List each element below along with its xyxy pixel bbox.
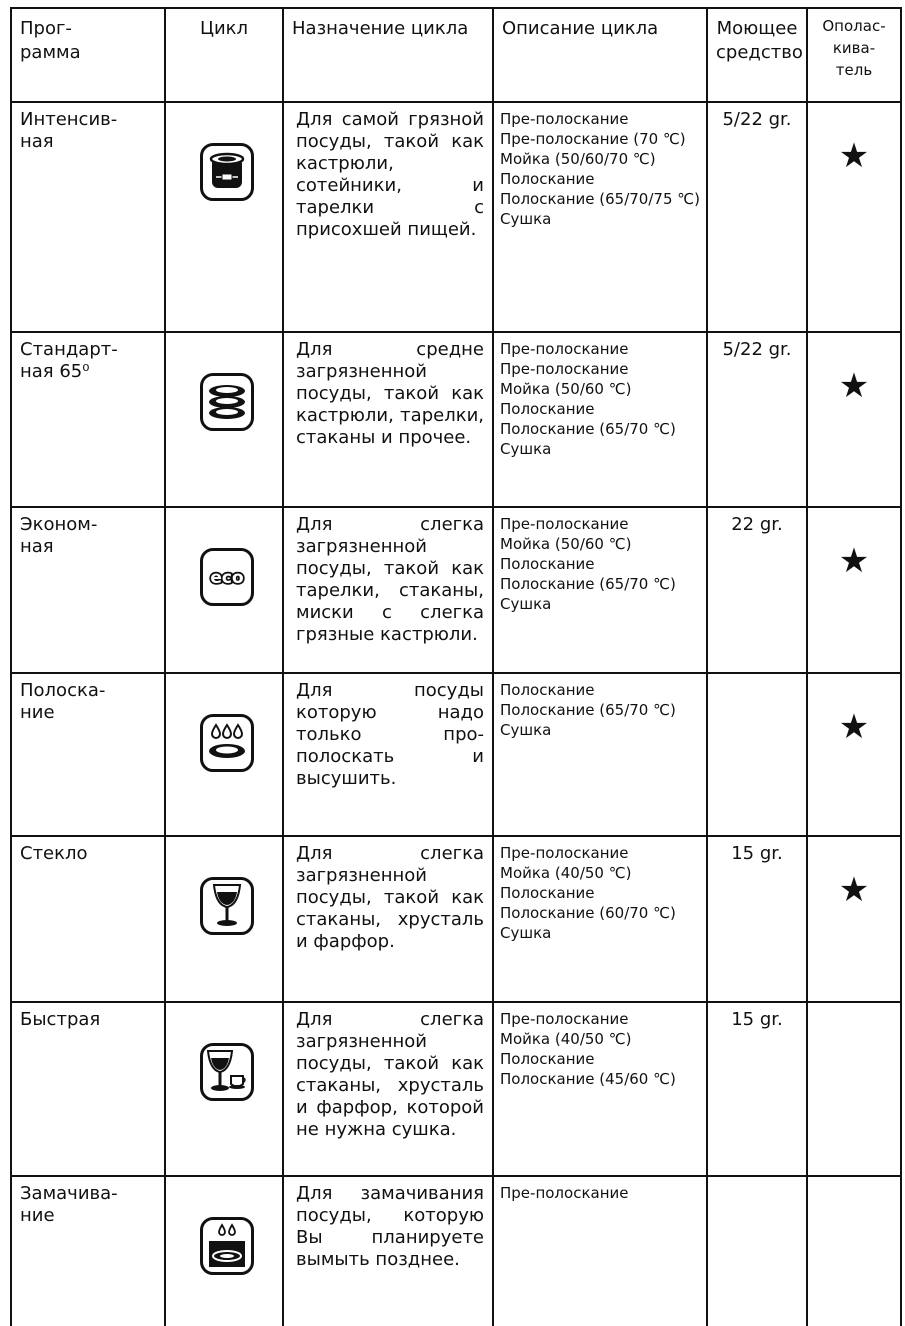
wine-glass-icon	[200, 877, 254, 935]
cycle-step: Мойка (50/60/70 ℃)	[500, 150, 656, 168]
cycle-step: Пре-полоскание	[500, 844, 629, 862]
cycle-description	[493, 332, 707, 507]
detergent-amount	[707, 673, 807, 836]
program-name	[11, 836, 165, 1002]
cycle-purpose-text: Для посуды которую надо только про-полоскать и высушить.	[296, 680, 484, 789]
table-header-row	[11, 8, 901, 102]
cycle-description	[493, 102, 707, 332]
detergent-amount	[707, 332, 807, 507]
plates-stack-icon	[200, 373, 254, 431]
cycle-icon-cell	[165, 836, 283, 1002]
cycle-step: Пре-полоскание	[500, 515, 629, 533]
pot-icon	[200, 143, 254, 201]
cycle-step: Полоскание	[500, 400, 595, 418]
cycle-step: Сушка	[500, 721, 552, 739]
cycle-step: Полоскание (60/70 ℃)	[500, 904, 676, 922]
cycle-description	[493, 673, 707, 836]
cycle-icon-cell	[165, 1176, 283, 1326]
soak-icon	[200, 1217, 254, 1275]
cycle-step: Мойка (50/60 ℃)	[500, 535, 632, 553]
table-row	[11, 1176, 901, 1326]
program-name-text: Интенсив- ная	[20, 109, 118, 152]
cycle-purpose	[283, 1176, 493, 1326]
cycle-purpose-text: Для слегка загрязненной посуды, такой как стаканы, хрусталь и фарфор, которой не нужна сушка.	[296, 1009, 484, 1140]
detergent-amount	[707, 507, 807, 673]
table-row	[11, 1002, 901, 1176]
glass-and-cup-icon	[200, 1043, 254, 1101]
cycle-purpose-text: Для слегка загрязненной посуды, такой как стаканы, хрусталь и фарфор.	[296, 843, 484, 952]
cycle-purpose	[283, 507, 493, 673]
cycle-step: Пре-полоскание	[500, 1184, 629, 1202]
eco-label: eco	[210, 568, 244, 588]
detergent-amount	[707, 1176, 807, 1326]
cycle-purpose	[283, 1002, 493, 1176]
detergent-amount-text: 22 gr.	[731, 514, 783, 535]
cycle-step: Мойка (50/60 ℃)	[500, 380, 632, 398]
cycle-icon-cell	[165, 507, 283, 673]
program-name-text: Полоска- ние	[20, 680, 106, 723]
star-icon: ★	[838, 136, 870, 176]
header-purpose-text: Назначение цикла	[292, 18, 469, 39]
cycle-step: Пре-полоскание	[500, 110, 629, 128]
cycle-purpose	[283, 102, 493, 332]
rinse-aid-cell	[807, 1002, 901, 1176]
cycle-step: Полоскание (65/70/75 ℃)	[500, 190, 700, 208]
cycle-purpose-text: Для самой грязной посуды, такой как кастрюли, сотейники, и тарелки с присохшей пищей.	[296, 109, 484, 240]
cycle-step: Мойка (40/50 ℃)	[500, 1030, 632, 1048]
program-name-text: Стекло	[20, 843, 88, 864]
rinse-drops-icon	[200, 714, 254, 772]
program-name	[11, 332, 165, 507]
cycle-step: Сушка	[500, 210, 552, 228]
cycle-step: Пре-полоскание	[500, 360, 629, 378]
table-row	[11, 836, 901, 1002]
cycle-step: Полоскание	[500, 1050, 595, 1068]
header-detergent	[707, 8, 807, 102]
program-name	[11, 1002, 165, 1176]
program-name-text: Быстрая	[20, 1009, 101, 1030]
program-name	[11, 673, 165, 836]
cycle-step: Полоскание	[500, 681, 595, 699]
cycle-purpose-text: Для замачивания посуды, которую Вы планируете вымыть позднее.	[296, 1183, 484, 1270]
program-name-text: Эконом- ная	[20, 514, 98, 557]
header-program-text: Прог- рамма	[20, 18, 81, 63]
cycle-step: Сушка	[500, 924, 552, 942]
cycle-description	[493, 836, 707, 1002]
cycle-purpose	[283, 836, 493, 1002]
header-description	[493, 8, 707, 102]
detergent-amount	[707, 102, 807, 332]
rinse-aid-cell	[807, 836, 901, 1002]
rinse-aid-cell	[807, 332, 901, 507]
cycle-step: Пре-полоскание (70 ℃)	[500, 130, 686, 148]
program-name-text: Замачива- ние	[20, 1183, 118, 1226]
detergent-amount-text: 5/22 gr.	[722, 109, 792, 130]
star-icon: ★	[838, 870, 870, 910]
cycle-step: Полоскание (65/70 ℃)	[500, 575, 676, 593]
header-description-text: Описание цикла	[502, 18, 659, 39]
eco-icon	[200, 548, 254, 606]
header-rinse-aid	[807, 8, 901, 102]
rinse-aid-cell	[807, 102, 901, 332]
cycle-step: Мойка (40/50 ℃)	[500, 864, 632, 882]
programs-table	[10, 7, 902, 1326]
table-row	[11, 102, 901, 332]
rinse-aid-cell	[807, 507, 901, 673]
cycle-step: Пре-полоскание	[500, 1010, 629, 1028]
program-name-text: Стандарт- ная 65⁰	[20, 339, 118, 382]
cycle-step: Полоскание	[500, 555, 595, 573]
header-cycle-text: Цикл	[199, 18, 249, 39]
cycle-icon-cell	[165, 673, 283, 836]
cycle-description	[493, 1002, 707, 1176]
rinse-aid-cell	[807, 1176, 901, 1326]
header-detergent-text: Моющее средство	[716, 18, 803, 63]
cycle-description	[493, 507, 707, 673]
cycle-purpose-text: Для средне загрязненной посуды, такой как кастрюли, тарелки, стаканы и прочее.	[296, 339, 484, 448]
cycle-icon-cell	[165, 102, 283, 332]
detergent-amount	[707, 836, 807, 1002]
star-icon: ★	[838, 541, 870, 581]
detergent-amount-text: 15 gr.	[731, 1009, 783, 1030]
program-name	[11, 1176, 165, 1326]
cycle-purpose	[283, 673, 493, 836]
table-row	[11, 673, 901, 836]
program-name	[11, 102, 165, 332]
header-rinse-aid-text: Ополас- кива- тель	[822, 17, 886, 79]
detergent-amount-text: 5/22 gr.	[722, 339, 792, 360]
star-icon: ★	[838, 707, 870, 747]
table-row	[11, 507, 901, 673]
header-program	[11, 8, 165, 102]
rinse-aid-cell	[807, 673, 901, 836]
header-cycle	[165, 8, 283, 102]
detergent-amount	[707, 1002, 807, 1176]
cycle-step: Полоскание	[500, 170, 595, 188]
cycle-step: Полоскание (45/60 ℃)	[500, 1070, 676, 1088]
program-name	[11, 507, 165, 673]
cycle-step: Сушка	[500, 595, 552, 613]
table-row	[11, 332, 901, 507]
cycle-step: Полоскание (65/70 ℃)	[500, 701, 676, 719]
header-purpose	[283, 8, 493, 102]
star-icon: ★	[838, 366, 870, 406]
cycle-purpose	[283, 332, 493, 507]
cycle-purpose-text: Для слегка загрязненной посуды, такой как тарелки, стаканы, миски с слегка грязные кастрюли.	[296, 514, 484, 645]
cycle-icon-cell	[165, 332, 283, 507]
cycle-icon-cell	[165, 1002, 283, 1176]
cycle-step: Полоскание (65/70 ℃)	[500, 420, 676, 438]
cycle-step: Полоскание	[500, 884, 595, 902]
detergent-amount-text: 15 gr.	[731, 843, 783, 864]
cycle-description	[493, 1176, 707, 1326]
cycle-step: Сушка	[500, 440, 552, 458]
cycle-step: Пре-полоскание	[500, 340, 629, 358]
